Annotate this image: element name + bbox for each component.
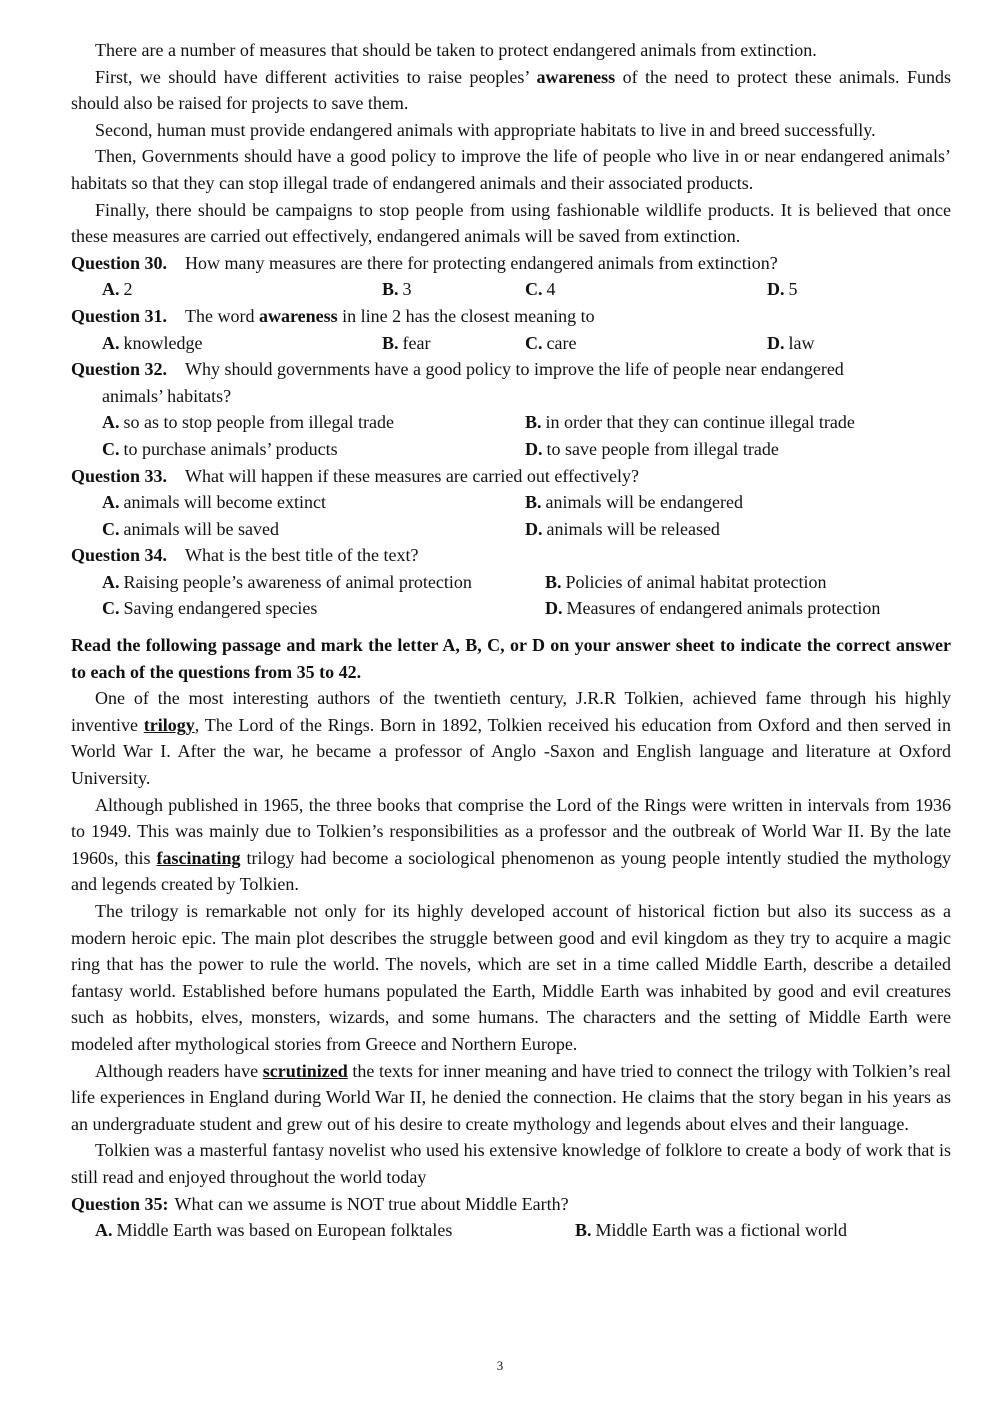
question-34-options — [71, 569, 951, 622]
question-text: What is the best title of the text? — [185, 545, 419, 566]
option-d[interactable] — [525, 516, 949, 543]
option-a[interactable] — [102, 569, 545, 596]
reading-directions: Read the following passage and mark the letter A, B, C, or D on your answer sheet to indicate the correct answer to each of the questions from 35 to 42. — [71, 635, 951, 682]
option-a[interactable] — [102, 489, 525, 516]
question-35-options — [71, 1217, 951, 1244]
option-letter: A. — [102, 412, 120, 433]
text-run: First, we should have different activities to raise peoples’ — [95, 66, 537, 87]
option-text: to purchase animals’ products — [123, 438, 338, 459]
option-d[interactable] — [767, 276, 951, 303]
option-text: in order that they can continue illegal trade — [545, 412, 855, 433]
option-letter: D. — [545, 598, 563, 619]
passage2-paragraph-1 — [71, 685, 951, 791]
option-b[interactable] — [575, 1217, 935, 1244]
underlined-word-trilogy: trilogy — [143, 714, 195, 735]
option-text: animals will become extinct — [123, 492, 326, 513]
passage1-paragraph-5: Finally, there should be campaigns to stop people from using fashionable wildlife products. It is believed that once these measures are carried out effectively, endangered animals will be saved from extinction. — [71, 199, 951, 247]
option-c[interactable] — [525, 276, 767, 303]
option-c[interactable] — [102, 436, 525, 463]
option-letter: A. — [102, 332, 120, 353]
text-run: , The Lord of the Rings. Born in 1892, Tolkien received his education from Oxford and then served in World War I. After the war, he became a professor of Anglo -Saxon and English language and literature at Oxford University. — [71, 714, 951, 789]
option-text: Saving endangered species — [123, 598, 318, 619]
option-c[interactable] — [525, 330, 767, 357]
question-text: Why should governments have a good policy to improve the life of people near endangered — [185, 359, 844, 380]
question-31-options — [71, 330, 951, 357]
option-text: animals will be released — [546, 518, 720, 539]
option-a[interactable] — [102, 276, 382, 303]
underlined-word-fascinating: fascinating — [156, 847, 241, 868]
option-letter: D. — [767, 332, 785, 353]
question-label: Question 31. — [71, 305, 168, 326]
question-32-continuation: animals’ habitats? — [102, 385, 232, 406]
option-b[interactable] — [545, 569, 949, 596]
highlighted-word: awareness — [259, 305, 338, 326]
option-letter: C. — [102, 438, 120, 459]
option-letter: C. — [525, 279, 543, 300]
question-label: Question 33. — [71, 465, 168, 486]
text-run: Although published in 1965, the three books that comprise the Lord of the Rings were written in intervals from 1936 to 1949. This was mainly due to Tolkien’s responsibilities as a professor and the outbreak of World War II. By the late 1960s, this — [71, 794, 951, 868]
question-text: in line 2 has the closest meaning to — [337, 305, 595, 326]
question-32-options — [71, 409, 951, 462]
option-text: Policies of animal habitat protection — [565, 571, 827, 592]
question-35 — [71, 1191, 951, 1218]
option-text: animals will be endangered — [545, 492, 743, 513]
question-label: Question 35: — [71, 1193, 169, 1214]
question-31 — [71, 303, 951, 330]
option-d[interactable] — [545, 595, 949, 622]
text-run: of the need to protect these animals. Funds should also be raised for projects to save them. — [71, 66, 951, 114]
option-letter: B. — [525, 492, 542, 513]
option-text: knowledge — [123, 332, 203, 353]
text-run: trilogy had become a sociological phenomenon as young people intently studied the mythology and legends created by Tolkien. — [71, 847, 952, 895]
option-text: Middle Earth was a fictional world — [595, 1220, 847, 1241]
passage2-paragraph-5: Tolkien was a masterful fantasy novelist who used his extensive knowledge of folklore to create a body of work that is still read and enjoyed throughout the world today — [71, 1140, 951, 1187]
option-text: Raising people’s awareness of animal protection — [123, 571, 472, 592]
option-letter: C. — [102, 598, 120, 619]
passage2-paragraph-2 — [71, 792, 951, 898]
text-run: Although readers have — [95, 1060, 263, 1081]
option-c[interactable] — [102, 516, 525, 543]
passage2-paragraph-3: The trilogy is remarkable not only for its highly developed account of historical fiction but also its success as a modern heroic epic. The main plot describes the struggle between good and evil kingdom as they try to acquire a magic ring that has the power to rule the world. The novels, which are set in a time called Middle Earth, describe a detailed fantasy world. Established before humans populated the Earth, Middle Earth was inhabited by good and evil creatures such as hobbits, elves, monsters, wizards, and some humans. The characters and the setting of Middle Earth were modeled after mythological stories from Greece and Northern Europe. — [71, 901, 951, 1054]
option-letter: D. — [767, 279, 785, 300]
option-letter: C. — [102, 518, 120, 539]
option-text: law — [788, 332, 815, 353]
question-32 — [71, 356, 951, 383]
option-text: so as to stop people from illegal trade — [123, 412, 394, 433]
option-text: 4 — [546, 279, 556, 300]
question-text: How many measures are there for protecting endangered animals from extinction? — [185, 252, 778, 273]
option-letter: A. — [102, 492, 120, 513]
option-letter: B. — [382, 279, 399, 300]
option-letter: A. — [102, 571, 120, 592]
question-label: Question 32. — [71, 359, 168, 380]
option-text: 5 — [788, 279, 798, 300]
option-b[interactable] — [525, 409, 949, 436]
question-text: What will happen if these measures are carried out effectively? — [185, 465, 639, 486]
text-run: the texts for inner meaning and have tried to connect the trilogy with Tolkien’s real life experiences in England during World War II, he denied the connection. He claims that the story began in his years as an undergraduate student and grew out of his desire to create mythology and legends about elves and their language. — [71, 1060, 951, 1134]
question-30-options — [71, 276, 951, 303]
text-run: One of the most interesting authors of the twentieth century, J.R.R Tolkien, achieved fame through his highly inventive — [71, 688, 951, 735]
option-letter: A. — [95, 1220, 113, 1241]
question-label: Question 30. — [71, 252, 168, 273]
highlighted-word-awareness: awareness — [536, 66, 616, 87]
option-b[interactable] — [382, 330, 525, 357]
option-a[interactable] — [102, 330, 382, 357]
option-text: 3 — [402, 279, 412, 300]
question-30 — [71, 250, 951, 277]
passage2-paragraph-4 — [71, 1058, 951, 1138]
question-text: What can we assume is NOT true about Middle Earth? — [174, 1193, 569, 1214]
option-text: to save people from illegal trade — [546, 438, 779, 459]
page-number: 3 — [496, 1358, 504, 1373]
option-letter: B. — [382, 332, 399, 353]
option-d[interactable] — [767, 330, 951, 357]
option-a[interactable] — [95, 1217, 575, 1244]
passage1-paragraph-4: Then, Governments should have a good policy to improve the life of people who live in or near endangered animals’ habitats so that they can stop illegal trade of endangered animals and their associated products. — [71, 146, 951, 193]
option-letter: A. — [102, 279, 120, 300]
question-33-options — [71, 489, 951, 542]
option-letter: D. — [525, 438, 543, 459]
passage1-paragraph-1: There are a number of measures that should be taken to protect endangered animals from extinction. — [95, 40, 817, 60]
option-letter: B. — [525, 412, 542, 433]
passage1-paragraph-2 — [71, 64, 951, 117]
option-letter: D. — [525, 518, 543, 539]
question-text: The word — [185, 305, 259, 326]
option-text: Measures of endangered animals protection — [566, 598, 881, 619]
option-text: Middle Earth was based on European folktales — [116, 1220, 453, 1241]
option-text: animals will be saved — [123, 518, 279, 539]
option-letter: B. — [545, 571, 562, 592]
option-letter: B. — [575, 1220, 592, 1241]
option-text: 2 — [123, 279, 133, 300]
document-page — [71, 37, 951, 1244]
passage1-paragraph-3: Second, human must provide endangered animals with appropriate habitats to live in and breed successfully. — [95, 119, 876, 140]
underlined-word-scrutinized: scrutinized — [262, 1060, 348, 1081]
option-c[interactable] — [102, 595, 545, 622]
option-letter: C. — [525, 332, 543, 353]
question-label: Question 34. — [71, 545, 168, 566]
option-a[interactable] — [102, 409, 525, 436]
question-33 — [71, 463, 951, 490]
option-b[interactable] — [382, 276, 525, 303]
option-d[interactable] — [525, 436, 949, 463]
option-text: care — [546, 332, 577, 353]
question-34 — [71, 542, 951, 569]
option-text: fear — [402, 332, 431, 353]
option-b[interactable] — [525, 489, 949, 516]
